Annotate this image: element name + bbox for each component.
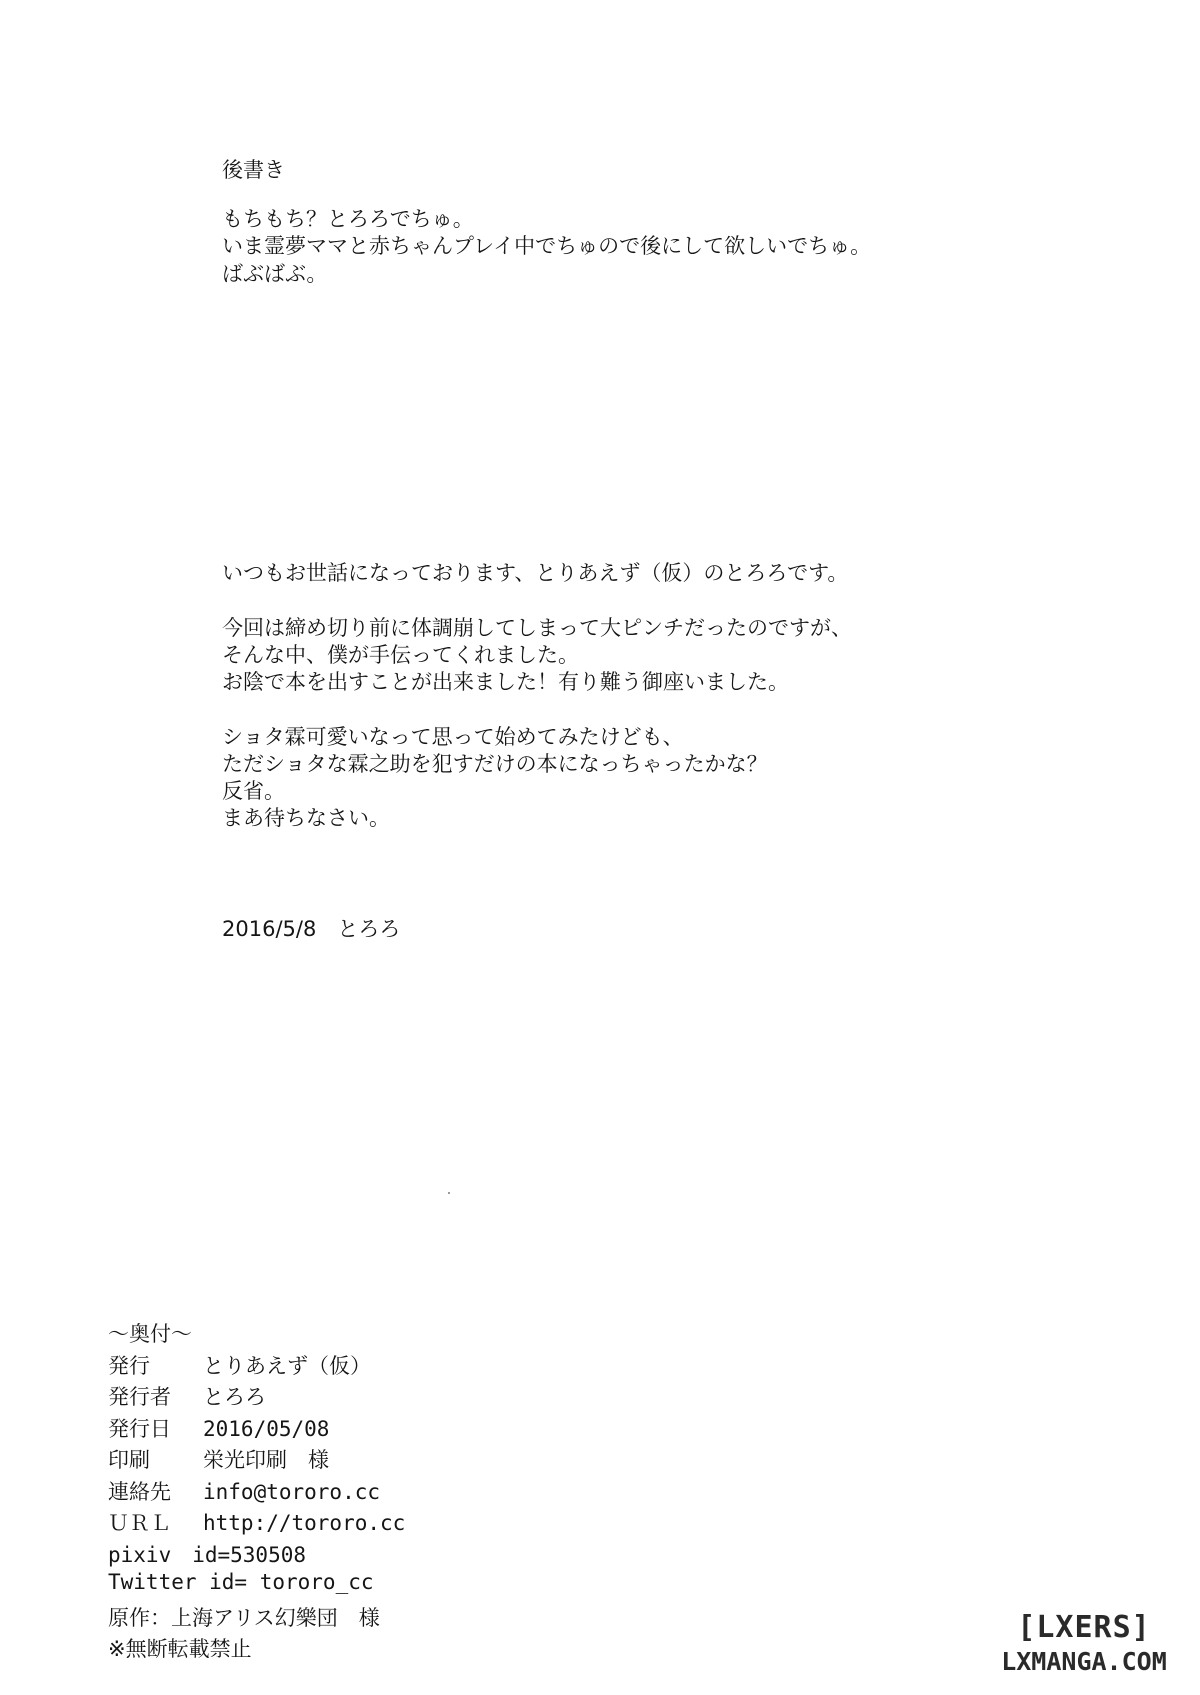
colophon-url: http://tororo.cc [203, 1511, 406, 1535]
print-speck [448, 1192, 450, 1194]
colophon-value: とりあえず（仮） [203, 1353, 371, 1378]
colophon-twitter: Twitter id= tororo_cc [108, 1570, 374, 1594]
colophon-row [108, 1476, 528, 1508]
body-line: いつもお世話になっております、とりあえず（仮）のとろろです。 [222, 561, 849, 585]
colophon-pixiv: pixiv id=530508 [108, 1542, 307, 1567]
intro-line: ばぶばぶ。 [222, 262, 328, 286]
watermark-line: [LXERS] [1017, 1610, 1151, 1645]
colophon-original: 原作：上海アリス幻樂団 様 [108, 1605, 380, 1630]
colophon-row [108, 1413, 528, 1445]
colophon-label: 発行者 [108, 1385, 171, 1409]
colophon-row [108, 1381, 528, 1413]
body-line: まあ待ちなさい。 [222, 806, 390, 830]
colophon-notice: ※無断転載禁止 [108, 1637, 252, 1661]
body-line: そんな中、僕が手伝ってくれました。 [222, 643, 579, 667]
intro-line: もちもち？とろろでちゅ。 [222, 207, 474, 231]
body-line: 反省。 [222, 779, 285, 803]
body-line: お陰で本を出すことが出来ました！有り難う御座いました。 [222, 670, 789, 694]
colophon-label: 発行 [108, 1353, 150, 1378]
body-line: 今回は締め切り前に体調崩してしまって大ピンチだったのですが、 [222, 616, 852, 640]
colophon-label: 連絡先 [108, 1479, 171, 1504]
colophon-title: ～奥付～ [108, 1322, 192, 1346]
signature: 2016/5/8 とろろ [222, 917, 401, 941]
colophon-value: 2016/05/08 [203, 1416, 330, 1441]
intro-line: いま霊夢ママと赤ちゃんプレイ中でちゅので後にして欲しいでちゅ。 [222, 234, 872, 258]
body-line: ショタ霖可愛いなって思って始めてみたけども、 [222, 725, 684, 749]
body-line: ただショタな霖之助を犯すだけの本になっちゃったかな？ [222, 752, 768, 776]
colophon-value: とろろ [203, 1385, 266, 1409]
colophon-value: 栄光印刷 様 [203, 1448, 329, 1472]
colophon-row [108, 1444, 528, 1476]
colophon-label: 印刷 [108, 1448, 150, 1472]
watermark-line: LXMANGA.COM [1001, 1647, 1167, 1676]
colophon-row [108, 1507, 528, 1539]
watermark-logo [986, 1609, 1182, 1677]
colophon [108, 1318, 528, 1665]
colophon-label: 発行日 [108, 1416, 171, 1441]
colophon-email: info@tororo.cc [203, 1479, 381, 1504]
colophon-row [108, 1350, 528, 1382]
afterword-heading: 後書き [222, 158, 285, 182]
colophon-label: ＵＲＬ [108, 1511, 171, 1535]
